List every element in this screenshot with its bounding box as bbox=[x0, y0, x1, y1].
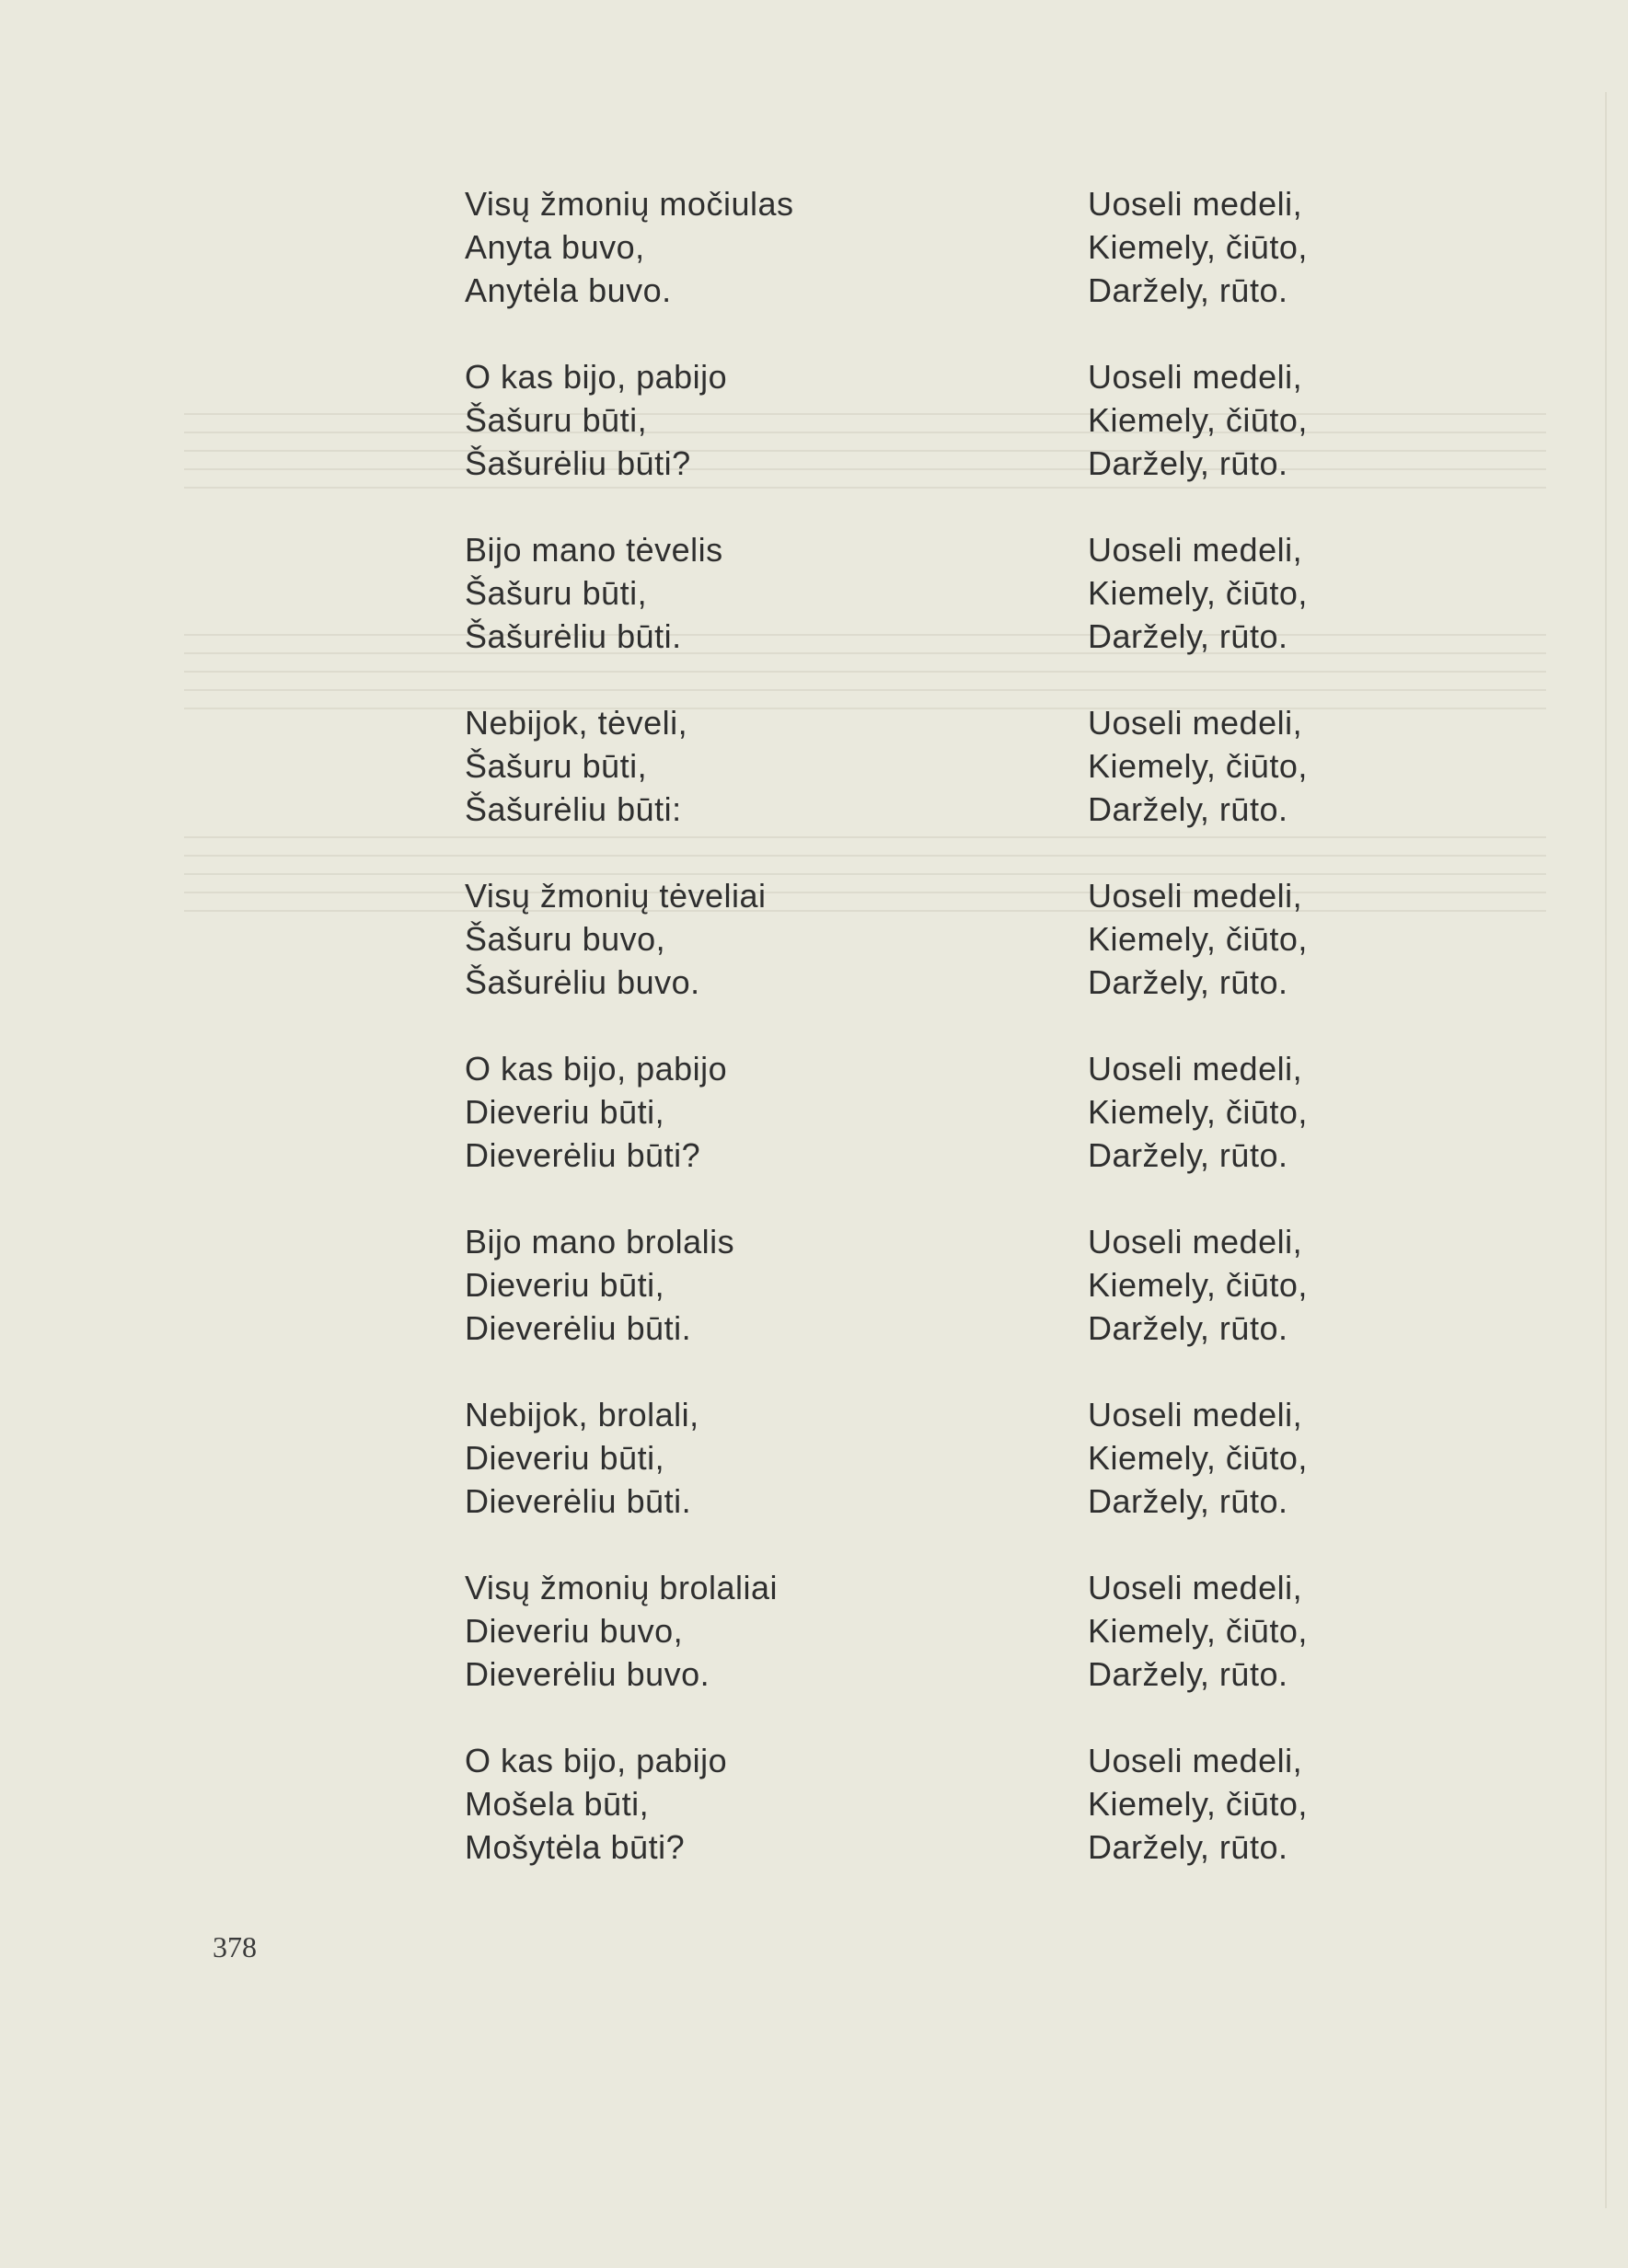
stanza-refrain bbox=[1088, 701, 1403, 874]
stanza bbox=[465, 874, 1403, 1047]
stanza-refrain bbox=[1088, 355, 1403, 528]
verse-line: Nebijok, brolali, bbox=[465, 1396, 699, 1433]
refrain-line: Kiemely, čiūto, bbox=[1088, 920, 1308, 958]
stanza-verse bbox=[465, 1220, 1088, 1393]
verse-line: Visų žmonių brolaliai bbox=[465, 1569, 779, 1606]
refrain-line: Darželу, rūto. bbox=[1088, 1482, 1288, 1520]
page-number: 378 bbox=[213, 1930, 257, 1963]
stanza-verse bbox=[465, 355, 1088, 528]
refrain-line: Kiemely, čiūto, bbox=[1088, 401, 1308, 439]
stanza-verse bbox=[465, 1393, 1088, 1566]
refrain-line: Uoseli medeli, bbox=[1088, 1050, 1303, 1088]
verse-line: Dieveriu būti, bbox=[465, 1266, 665, 1304]
verse-line: Dieverėliu būti? bbox=[465, 1136, 701, 1174]
stanza-verse bbox=[465, 1047, 1088, 1220]
verse-line: Mošela būti, bbox=[465, 1785, 650, 1823]
stanza-refrain bbox=[1088, 1047, 1403, 1220]
refrain-line: Darželу, rūto. bbox=[1088, 1655, 1288, 1693]
verse-line: Visų žmonių tėveliai bbox=[465, 877, 767, 915]
verse-line: Šašurėliu būti. bbox=[465, 617, 682, 655]
stanza-verse bbox=[465, 1739, 1088, 1912]
refrain-line: Kiemely, čiūto, bbox=[1088, 1785, 1308, 1823]
verse-line: Šašuru būti, bbox=[465, 574, 648, 612]
verse-line: O kas bijo, pabijo bbox=[465, 358, 728, 396]
verse-line: O kas bijo, pabijo bbox=[465, 1050, 728, 1088]
refrain-line: Kiemely, čiūto, bbox=[1088, 747, 1308, 785]
verse-line: Šašurėliu buvo. bbox=[465, 963, 700, 1001]
verse-line: Dieverėliu buvo. bbox=[465, 1655, 710, 1693]
verse-line: Dieveriu būti, bbox=[465, 1093, 665, 1131]
stanza-refrain bbox=[1088, 1220, 1403, 1393]
refrain-line: Uoseli medeli, bbox=[1088, 185, 1303, 223]
refrain-line: Kiemely, čiūto, bbox=[1088, 1612, 1308, 1650]
stanza-refrain bbox=[1088, 1739, 1403, 1912]
refrain-line: Uoseli medeli, bbox=[1088, 704, 1303, 742]
stanza-verse bbox=[465, 182, 1088, 355]
refrain-line: Uoseli medeli, bbox=[1088, 1569, 1303, 1606]
verse-line: Bijo mano tėvelis bbox=[465, 531, 723, 569]
refrain-line: Uoseli medeli, bbox=[1088, 877, 1303, 915]
refrain-line: Darželу, rūto. bbox=[1088, 1309, 1288, 1347]
stanza-verse bbox=[465, 528, 1088, 701]
stanza bbox=[465, 1739, 1403, 1912]
stanza bbox=[465, 1393, 1403, 1566]
refrain-line: Darželу, rūto. bbox=[1088, 1828, 1288, 1866]
verse-line: Anytėla buvo. bbox=[465, 271, 672, 309]
stanza bbox=[465, 1566, 1403, 1739]
verse-line: O kas bijo, pabijo bbox=[465, 1742, 728, 1779]
stanza-refrain bbox=[1088, 182, 1403, 355]
stanza bbox=[465, 1220, 1403, 1393]
refrain-line: Uoseli medeli, bbox=[1088, 1223, 1303, 1261]
verse-line: Mošytėla būti? bbox=[465, 1828, 686, 1866]
refrain-line: Darželу, rūto. bbox=[1088, 1136, 1288, 1174]
refrain-line: Darželу, rūto. bbox=[1088, 617, 1288, 655]
stanza-verse bbox=[465, 701, 1088, 874]
verse-line: Šašurėliu būti? bbox=[465, 444, 691, 482]
stanza bbox=[465, 355, 1403, 528]
stanza bbox=[465, 701, 1403, 874]
refrain-line: Kiemely, čiūto, bbox=[1088, 228, 1308, 266]
refrain-line: Uoseli medeli, bbox=[1088, 531, 1303, 569]
stanza-refrain bbox=[1088, 1566, 1403, 1739]
refrain-line: Darželу, rūto. bbox=[1088, 444, 1288, 482]
verse-line: Dieverėliu būti. bbox=[465, 1309, 692, 1347]
stanza-verse bbox=[465, 1566, 1088, 1739]
refrain-line: Darželу, rūto. bbox=[1088, 963, 1288, 1001]
verse-line: Dieveriu buvo, bbox=[465, 1612, 684, 1650]
stanza bbox=[465, 528, 1403, 701]
verse-line: Šašuru būti, bbox=[465, 401, 648, 439]
verse-line: Šašurėliu būti: bbox=[465, 790, 682, 828]
refrain-line: Uoseli medeli, bbox=[1088, 358, 1303, 396]
song-lyrics bbox=[465, 182, 1403, 1912]
stanza-verse bbox=[465, 874, 1088, 1047]
stanza-refrain bbox=[1088, 528, 1403, 701]
refrain-line: Kiemely, čiūto, bbox=[1088, 1093, 1308, 1131]
refrain-line: Uoseli medeli, bbox=[1088, 1396, 1303, 1433]
refrain-line: Kiemely, čiūto, bbox=[1088, 574, 1308, 612]
stanza-refrain bbox=[1088, 874, 1403, 1047]
stanza bbox=[465, 1047, 1403, 1220]
verse-line: Anyta buvo, bbox=[465, 228, 645, 266]
refrain-line: Darželу, rūto. bbox=[1088, 271, 1288, 309]
stanza-refrain bbox=[1088, 1393, 1403, 1566]
verse-line: Šašuru būti, bbox=[465, 747, 648, 785]
verse-line: Dieverėliu būti. bbox=[465, 1482, 692, 1520]
verse-line: Visų žmonių močiulas bbox=[465, 185, 794, 223]
refrain-line: Darželу, rūto. bbox=[1088, 790, 1288, 828]
refrain-line: Kiemely, čiūto, bbox=[1088, 1439, 1308, 1477]
verse-line: Bijo mano brolalis bbox=[465, 1223, 735, 1261]
stanza bbox=[465, 182, 1403, 355]
verse-line: Dieveriu būti, bbox=[465, 1439, 665, 1477]
refrain-line: Kiemely, čiūto, bbox=[1088, 1266, 1308, 1304]
verse-line: Nebijok, tėveli, bbox=[465, 704, 688, 742]
verse-line: Šašuru buvo, bbox=[465, 920, 666, 958]
refrain-line: Uoseli medeli, bbox=[1088, 1742, 1303, 1779]
